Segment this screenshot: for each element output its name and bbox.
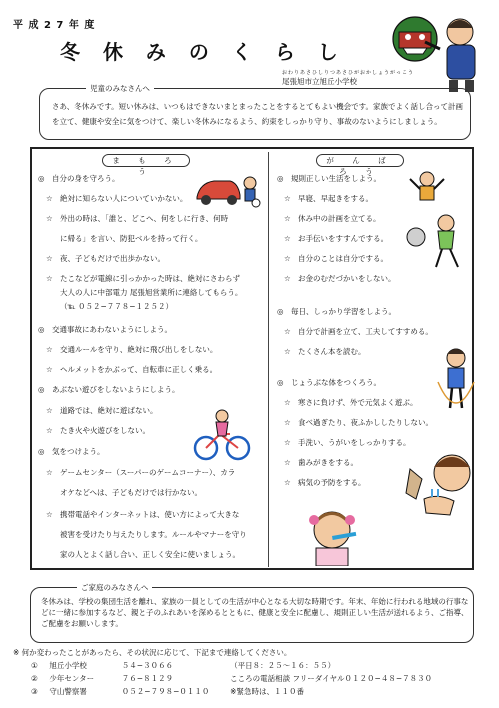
list-item: ☆ 食べ過ぎたり、夜ふかししたりしない。 (284, 418, 433, 427)
children-caption: 児童のみなさんへ (86, 83, 154, 94)
list-item: 大人の人に中部電力 尾張旭営業所に連絡してもらう。 (60, 288, 243, 297)
list-item: ☆ たき火や火遊びをしない。 (46, 426, 150, 435)
list-item: ☆ 交通ルールを守り、絶対に飛び出しをしない。 (46, 345, 218, 354)
child-cheer-illustration (402, 169, 452, 209)
list-item: ☆ 道路では、絶対に遊ばない。 (46, 406, 158, 415)
list-item: ◎ 規則正しい生活をしよう。 (277, 174, 381, 183)
list-item: ◎ 気をつけよう。 (38, 447, 105, 456)
list-item: 家の人とよく話し合い、正しく安全に使いましょう。 (60, 550, 240, 559)
list-item: ☆ 自分で計画を立て、工夫してすすめる。 (284, 327, 433, 336)
jump-rope-child-illustration (432, 344, 480, 422)
list-item: ☆ ヘルメットをかぶって、自転車に正しく乗る。 (46, 365, 218, 374)
rules-box (30, 147, 474, 570)
school-name: 尾張旭市立旭丘小学校 (282, 77, 357, 86)
contact-row: ② 少年センター ７６−８１２９ こころの電話相談 フリーダイヤル０１２０−４８−７８３０ (31, 674, 433, 683)
list-item: ☆ 夜、子どもだけで出歩かない。 (46, 254, 165, 263)
column-divider (268, 152, 269, 567)
list-item: （℡ ０５２−７７８−１２５２） (60, 302, 174, 311)
list-item: ◎ あぶない遊びをしないようにしよう。 (38, 385, 180, 394)
contact-note: ※ 何か変わったことがあったら、その状況に応じて、下記まで連絡してください。 (13, 648, 292, 657)
list-item: ☆ ゲームセンター（スーパーのゲームコーナー）、カラ (46, 468, 236, 477)
contact-row: ③ 守山警察署 ０５２−７９８−０１１０ ※緊急時は、１１０番 (31, 687, 304, 696)
list-item: オケなどへは、子どもだけでは行かない。 (60, 488, 203, 497)
list-item: 被害を受けたり与えたりします。ルールやマナーを守り (60, 530, 247, 539)
list-item: ☆ 寒さに負けず、外で元気よく遊ぶ。 (284, 398, 418, 407)
mascot-illustration (385, 4, 495, 94)
children-message-box (39, 84, 471, 140)
right-column-header: が ん ば ろ う (316, 154, 404, 167)
list-item: ☆ 外出の時は、「誰と、どこへ、何をしに行き、何時 (46, 214, 229, 223)
hand-washing-illustration (402, 449, 474, 521)
list-item: ☆ 携帯電話やインターネットは、使い方によって大きな (46, 510, 240, 519)
list-item: ☆ 自分のことは自分でする。 (284, 254, 388, 263)
list-item: ◎ 毎日、しっかり学習をしよう。 (277, 307, 396, 316)
family-message-text: 冬休みは、学校の集団生活を離れ、家族の一員としての生活が中心となる大切な時期です。年末、年始に行われる地域の行事などに一緒に参加するなど、親と子のふれあいを深めるとともに、健康と安全に配慮し、規則正しい生活が送れるよう、ご指導、ご配慮をお願いします。 (41, 597, 469, 628)
list-item: ◎ 自分の身を守ろう。 (38, 174, 120, 183)
list-item: ☆ 絶対に知らない人についていかない。 (46, 194, 188, 203)
list-item: ☆ お金のむだづかいをしない。 (284, 274, 396, 283)
bicycle-child-illustration (192, 404, 252, 464)
list-item: ☆ 早寝、早起きをする。 (284, 194, 373, 203)
tooth-brushing-girl-illustration (302, 502, 362, 566)
contact-row: ① 旭丘小学校 ５４−３０６６ （平日８：２５〜１６：５５） (31, 661, 336, 670)
list-item: ☆ お手伝いをすすんでする。 (284, 234, 389, 243)
list-item: ☆ 休み中の計画を立てる。 (284, 214, 381, 223)
family-message-box (30, 583, 474, 643)
school-name-ruby: おわりあさひしりつあさひがおかしょうがっこう (282, 70, 415, 76)
children-intro-text: さあ、冬休みです。短い休みは、いつもはできないまとまったことをするとてもよい機会です。家族でよく話し合って計画を立て、健康や安全に気をつけて、楽しい冬休みになるよう、約束をしっかり守り、事故のないようにしましょう。 (52, 102, 463, 126)
list-item: ◎ じょうぶな体をつくろう。 (277, 378, 381, 387)
list-item: ☆ 病気の予防をする。 (284, 478, 366, 487)
family-caption: ご家庭のみなさんへ (77, 582, 152, 593)
children-running-illustration (398, 211, 470, 273)
list-item: に帰る」を言い、防犯ベルを持って行く。 (60, 234, 203, 243)
fiscal-year-label: 平 成 2 7 年 度 (13, 20, 96, 31)
left-column-header: ま も ろ う (102, 154, 190, 167)
list-item: ☆ たこなどが電線に引っかかった時は、絶対にさわらず (46, 274, 240, 283)
list-item: ☆ 歯みがきをする。 (284, 458, 358, 467)
list-item: ☆ たくさん本を読む。 (284, 347, 366, 356)
list-item: ☆ 手洗い、うがいをしっかりする。 (284, 438, 411, 447)
car-and-child-illustration (192, 169, 262, 209)
page-title: 冬 休 み の く ら し (60, 40, 346, 64)
list-item: ◎ 交通事故にあわないようにしよう。 (38, 325, 172, 334)
